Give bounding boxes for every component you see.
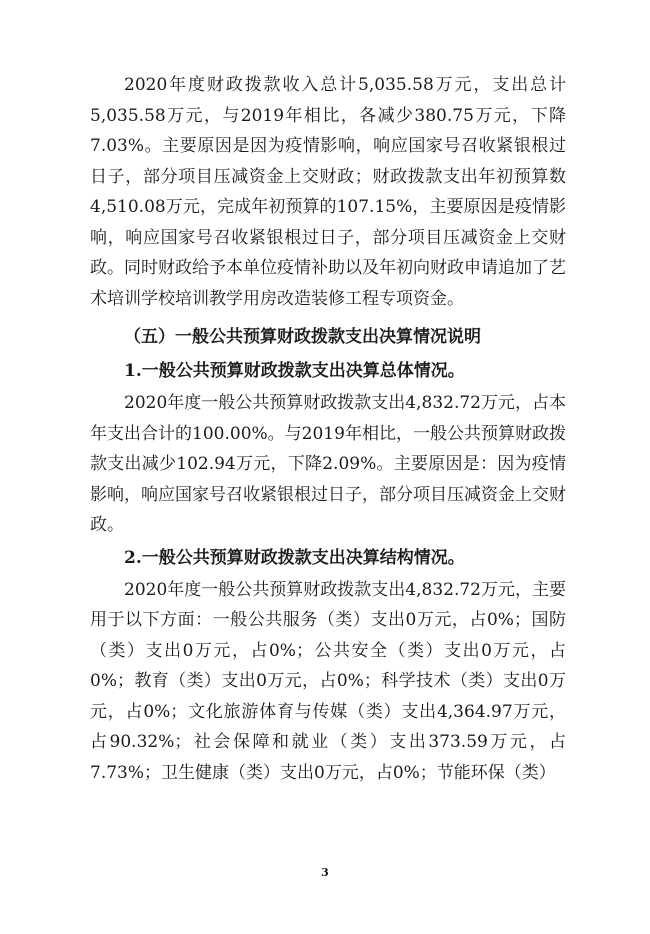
section-heading-general-budget: （五）一般公共预算财政拨款支出决算情况说明 bbox=[124, 327, 481, 347]
page-number: 3 bbox=[321, 866, 329, 879]
subheading-structure: 2.一般公共预算财政拨款支出决算结构情况。 bbox=[124, 547, 465, 568]
subheading-overall: 1.一般公共预算财政拨款支出决算总体情况。 bbox=[124, 361, 465, 381]
paragraph-overall-expenditure: 2020年度一般公共预算财政拨款支出4,832.72万元，占本年支出合计的100.00%。与2019年相比，一般公共预算财政拨款支出减少102.94万元，下降2.09%。主要原因是：因为疫情影响，响应国家号召收紧银根过日子，部分项目压减资金上交财政。 bbox=[90, 393, 566, 535]
document-body bbox=[90, 70, 566, 788]
paragraph-fiscal-income: 2020年度财政拨款收入总计5,035.58万元，支出总计5,035.58万元，与2019年相比，各减少380.75万元，下降7.03%。主要原因是因为疫情影响，响应国家号召收紧银根过日子，部分项目压减资金上交财政；财政拨款支出年初预算数4,510.08万元，完成年初预算的107.15%，主要原因是疫情影响，响应国家号召收紧银根过日子，部分项目压减资金上交财政。同时财政给予本单位疫情补助以及年初向财政申请追加了艺术培训学校培训教学用房改造装修工程专项资金。 bbox=[90, 75, 566, 309]
paragraph-structure-expenditure: 2020年度一般公共预算财政拨款支出4,832.72万元，主要用于以下方面：一般公共服务（类）支出0万元，占0%；国防（类）支出0万元，占0%；公共安全（类）支出0万元，占0%；教育（类）支出0万元，占0%；科学技术（类）支出0万元，占0%；文化旅游体育与传媒（类）支出4,364.97万元，占90.32%；社会保障和就业（类）支出373.59万元，占7.73%；卫生健康（类）支出0万元，占0%；节能环保（类） bbox=[90, 579, 566, 783]
